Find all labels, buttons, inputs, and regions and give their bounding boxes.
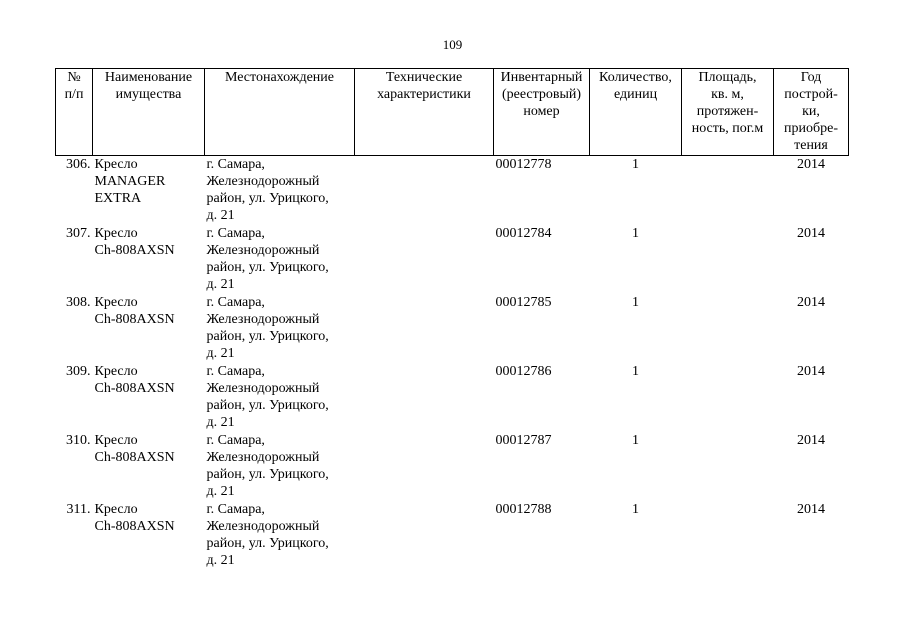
header-area: Площадь, кв. м, протяжен- ность, пог.м (682, 69, 774, 156)
page-number: 109 (442, 37, 463, 52)
row-location: г. Самара, Железнодорожный район, ул. Урицкого, д. 21 (206, 157, 329, 223)
row-area (682, 294, 774, 363)
table-body (56, 156, 849, 570)
row-location: г. Самара, Железнодорожный район, ул. Урицкого, д. 21 (206, 363, 329, 430)
row-inventory: 00012786 (495, 363, 552, 379)
row-tech (355, 156, 494, 225)
header-year: Год построй- ки, приобре- тения (774, 69, 849, 156)
row-location: г. Самара, Железнодорожный район, ул. Урицкого, д. 21 (206, 432, 329, 499)
row-area (682, 225, 774, 294)
row-quantity: 1 (632, 157, 639, 172)
row-year: 2014 (797, 157, 825, 172)
property-registry-table (55, 68, 849, 570)
header-tech: Технические характеристики (355, 69, 494, 156)
row-inventory: 00012778 (495, 157, 552, 172)
row-number: 308. (66, 294, 91, 310)
row-area (682, 363, 774, 432)
row-number: 309. (66, 363, 91, 379)
row-location: г. Самара, Железнодорожный район, ул. Урицкого, д. 21 (206, 294, 329, 361)
table-header (56, 69, 849, 156)
header-row (56, 69, 849, 156)
row-name: Кресло Ch-808AXSN (94, 363, 175, 396)
header-name: Наименование имущества (93, 69, 205, 156)
row-number: 311. (66, 501, 91, 517)
row-quantity: 1 (632, 294, 639, 310)
table-row (56, 501, 849, 570)
header-quantity: Количество, единиц (590, 69, 682, 156)
row-year: 2014 (797, 432, 825, 448)
row-name: Кресло Ch-808AXSN (94, 225, 175, 258)
row-name: Кресло Ch-808AXSN (94, 432, 175, 465)
row-name: Кресло MANAGER EXTRA (94, 157, 166, 206)
row-tech (355, 432, 494, 501)
row-location: г. Самара, Железнодорожный район, ул. Урицкого, д. 21 (206, 501, 329, 568)
row-inventory: 00012787 (495, 432, 552, 448)
row-quantity: 1 (632, 501, 639, 517)
row-area (682, 156, 774, 225)
row-area (682, 432, 774, 501)
row-location: г. Самара, Железнодорожный район, ул. Урицкого, д. 21 (206, 225, 329, 292)
row-number: 310. (66, 432, 91, 448)
row-tech (355, 225, 494, 294)
header-inventory: Инвентарный (реестровый) номер (494, 69, 590, 156)
row-number: 307. (66, 225, 91, 241)
table-row (56, 156, 849, 225)
header-num: № п/п (56, 69, 93, 156)
table-row (56, 363, 849, 432)
row-inventory: 00012785 (495, 294, 552, 310)
table-row (56, 432, 849, 501)
table-row (56, 225, 849, 294)
table-row (56, 294, 849, 363)
row-area (682, 501, 774, 570)
row-year: 2014 (797, 501, 825, 517)
row-inventory: 00012788 (495, 501, 552, 517)
row-name: Кресло Ch-808AXSN (94, 501, 175, 534)
row-inventory: 00012784 (495, 225, 552, 241)
row-year: 2014 (797, 363, 825, 379)
row-tech (355, 294, 494, 363)
row-year: 2014 (797, 294, 825, 310)
row-name: Кресло Ch-808AXSN (94, 294, 175, 327)
row-quantity: 1 (632, 225, 639, 241)
row-year: 2014 (797, 225, 825, 241)
header-location: Местонахождение (205, 69, 355, 156)
row-number: 306. (66, 157, 91, 172)
row-tech (355, 501, 494, 570)
row-quantity: 1 (632, 363, 639, 379)
row-quantity: 1 (632, 432, 639, 448)
row-tech (355, 363, 494, 432)
